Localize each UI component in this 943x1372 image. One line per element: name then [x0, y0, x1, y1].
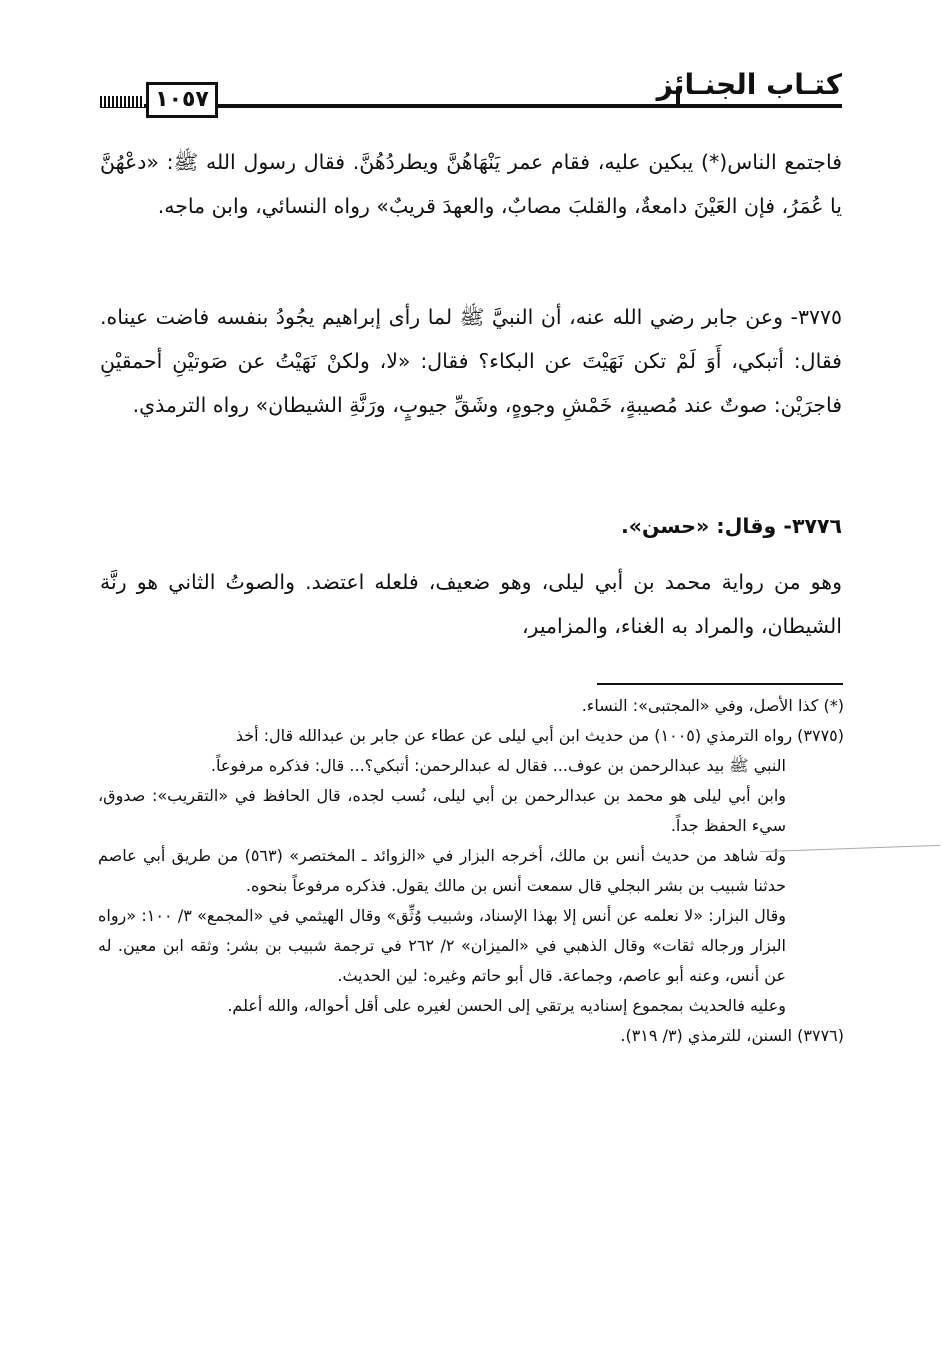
- footnote-separator: [597, 683, 843, 685]
- header-rule-hatch: [100, 96, 144, 107]
- paragraph-1: فاجتمع الناس(*) يبكين عليه، فقام عمر يَنْهَاهُنَّ ويطردُهُنَّ. فقال رسول الله ﷺ: «دعْهُنَّ يا عُمَرُ، فإن العَيْنَ دامعةٌ، والقلبَ مصابٌ، والعهدَ قريبٌ» رواه النسائي، وابن ماجه.: [100, 150, 842, 218]
- footnote-3775-cont-1: النبي ﷺ بيد عبدالرحمن بن عوف... فقال له عبدالرحمن: أتبكي؟... قال: فذكره مرفوعاً.: [210, 756, 786, 775]
- paragraph-commentary: وهو من رواية محمد بن أبي ليلى، وهو ضعيف، فلعله اعتضد. والصوتُ الثاني هو رنَّة الشيطان، والمراد به الغناء، والمزامير،: [100, 570, 842, 638]
- footnote-3776: (٣٧٧٦) السنن، للترمذي (٣/ ٣١٩).: [620, 1026, 844, 1045]
- footnote-3775-cont-4: وقال البزار: «لا نعلمه عن أنس إلا بهذا الإسناد، وشبيب وُثِّق» وقال الهيثمي في «المجمع» ٣/ ١٠٠: «رواه البزار ورجاله ثقات» وقال الذهبي في «الميزان» ٢/ ٢٦٢ في ترجمة شبيب بن بشر: وثقه ابن معين. له عن أنس، وعنه أبو عاصم، وجماعة. قال أبو حاتم وغيره: لين الحديث.: [98, 906, 787, 985]
- footnote-star: (*) كذا الأصل، وفي «المجتبى»: النساء.: [581, 696, 844, 715]
- book-title: كتـاب الجنـائز: [656, 68, 842, 101]
- page-header: [100, 62, 842, 118]
- hadith-3776: ٣٧٧٦- وقال: «حسن».: [620, 514, 842, 538]
- page-number: ١٠٥٧: [146, 82, 218, 118]
- footnote-3775: (٣٧٧٥) رواه الترمذي (١٠٠٥) من حديث ابن أبي ليلى عن عطاء عن جابر بن عبدالله قال: أخذ: [235, 726, 844, 745]
- footnote-3775-cont-5: وعليه فالحديث بمجموع إسناديه يرتقي إلى الحسن لغيره على أقل أحواله، والله أعلم.: [227, 996, 786, 1015]
- footnotes: [98, 691, 844, 1051]
- hadith-3775: ٣٧٧٥- وعن جابر رضي الله عنه، أن النبيَّ ﷺ لما رأى إبراهيم يجُودُ بنفسه فاضت عيناه. فقال: أتبكي، أَوَ لَمْ تكن نَهَيْتَ عن البكاء؟ فقال: «لا، ولكنْ نَهَيْتُ عن صَوتيْنِ أحمقيْنِ فاجرَيْن: صوتٌ عند مُصيبةٍ، خَمْشِ وجوهٍ، وشَقِّ جيوبٍ، ورَنَّةِ الشيطان» رواه الترمذي.: [100, 305, 842, 417]
- footnote-3775-cont-2: وابن أبي ليلى هو محمد بن عبدالرحمن بن أبي ليلى، نُسب لجده، قال الحافظ في «التقريب»: صدوق، سيء الحفظ جداً.: [98, 786, 786, 835]
- footnote-3775-cont-3: وله شاهد من حديث أنس بن مالك، أخرجه البزار في «الزوائد ـ المختصر» (٥٦٣) من طريق أبي عاصم حدثنا شبيب بن بشر البجلي قال سمعت أنس بن مالك يقول. فذكره مرفوعاً بنحوه.: [98, 846, 787, 895]
